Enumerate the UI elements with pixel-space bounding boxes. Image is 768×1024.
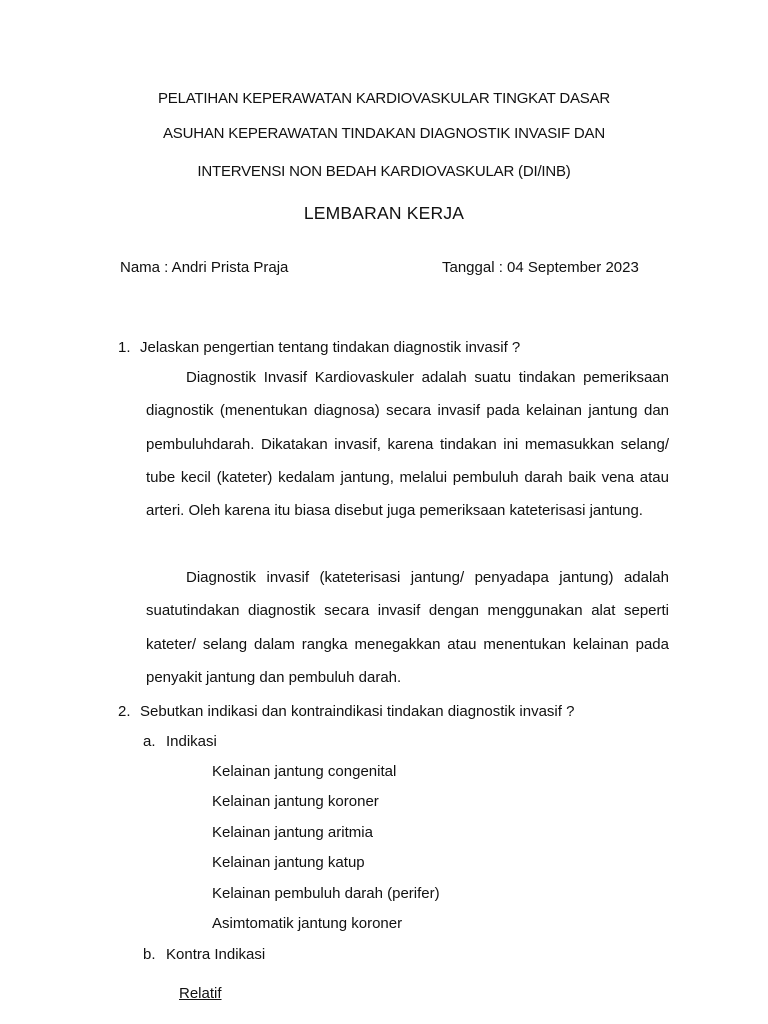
question-1-text: Jelaskan pengertian tentang tindakan diagnostik invasif ?	[140, 339, 521, 356]
header-line-3: INTERVENSI NON BEDAH KARDIOVASKULAR (DI/INB)	[197, 163, 571, 180]
section-a-title: Indikasi	[166, 733, 217, 750]
question-2-text: Sebutkan indikasi dan kontraindikasi tindakan diagnostik invasif ?	[140, 703, 575, 720]
section-b-label: b.	[143, 946, 156, 963]
indication-list	[212, 760, 440, 942]
answer-1-paragraph-2: Diagnostik invasif (kateterisasi jantung/ penyadapa jantung) adalah suatutindakan diagnostik secara invasif dengan menggunakan alat seperti kateter/ selang dalam rangka menegakkan atau menentukan kelainan pada penyakit jantung dan pembuluh darah.	[146, 569, 669, 686]
section-kontra-indikasi	[143, 946, 265, 963]
answer-1-paragraph-1: Diagnostik Invasif Kardiovaskuler adalah suatu tindakan pemeriksaan diagnostik (menentukan diagnosa) secara invasif pada kelainan jantung dan pembuluhdarah. Dikatakan invasif, karena tindakan ini memasukkan selang/ tube kecil (kateter) kedalam jantung, melalui pembuluh darah baik vena atau arteri. Oleh karena itu biasa disebut juga pemeriksaan kateterisasi jantung.	[146, 369, 669, 520]
header-line-1: PELATIHAN KEPERAWATAN KARDIOVASKULAR TINGKAT DASAR	[157, 90, 611, 107]
question-2-number: 2.	[118, 703, 131, 720]
list-item: Kelainan jantung congenital	[212, 763, 397, 780]
participant-name: Nama : Andri Prista Praja	[120, 259, 289, 276]
section-indikasi	[143, 733, 217, 750]
header-line-2: ASUHAN KEPERAWATAN TINDAKAN DIAGNOSTIK INVASIF DAN	[162, 125, 605, 142]
list-item: Kelainan pembuluh darah (perifer)	[212, 884, 440, 902]
question-2	[118, 703, 574, 720]
document-date: Tanggal : 04 September 2023	[442, 259, 639, 276]
section-a-label: a.	[143, 733, 156, 750]
section-b-title: Kontra Indikasi	[166, 946, 266, 963]
list-item: Kelainan jantung koroner	[212, 793, 379, 811]
list-item: Asimtomatik jantung koroner	[212, 914, 403, 932]
list-item: Kelainan jantung aritmia	[212, 823, 373, 841]
list-item: Kelainan jantung katup	[212, 854, 365, 872]
document-subtitle: LEMBARAN KERJA	[303, 203, 465, 223]
relatif-heading: Relatif	[179, 985, 222, 1002]
question-1-number: 1.	[118, 339, 131, 356]
question-1	[118, 339, 520, 356]
